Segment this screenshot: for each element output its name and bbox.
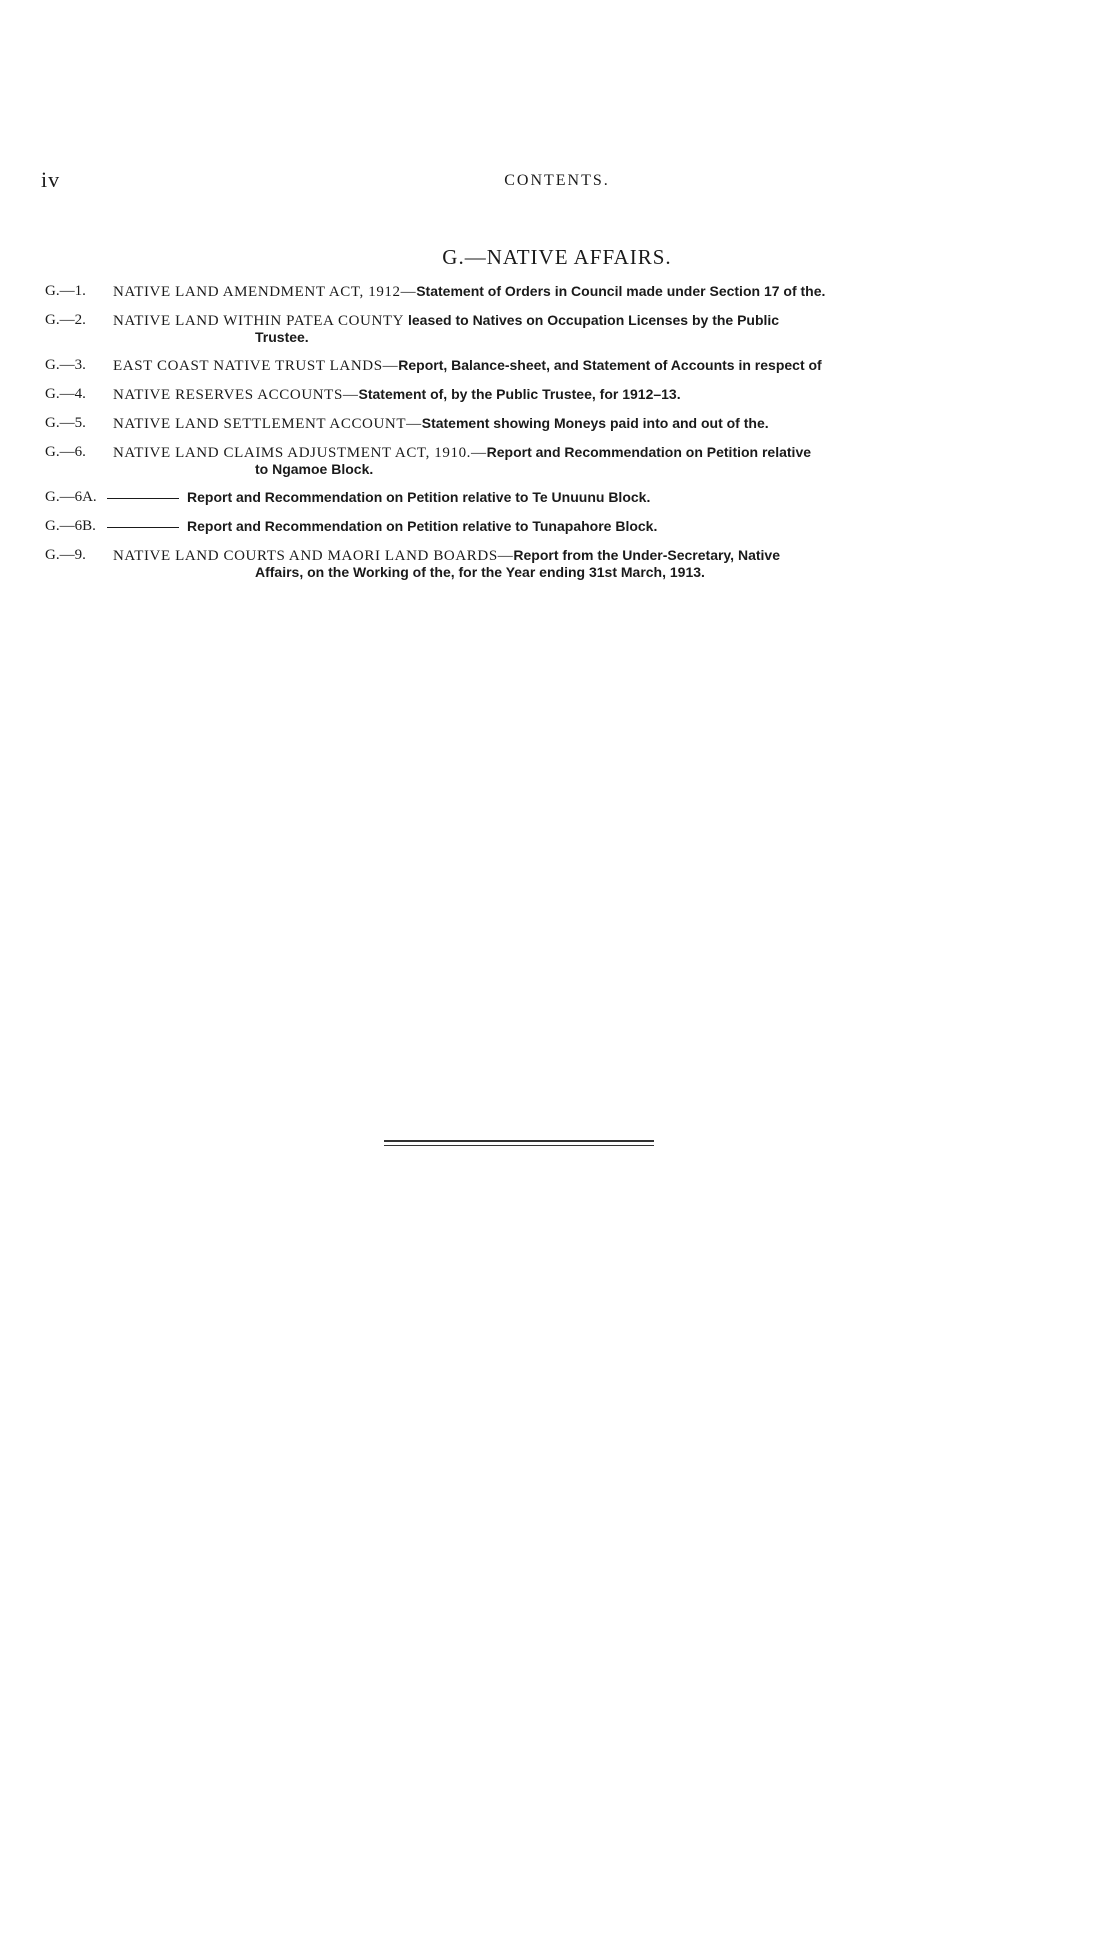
entry-title: EAST COAST NATIVE TRUST LANDS— xyxy=(113,358,399,374)
running-head: CONTENTS. xyxy=(504,172,610,189)
entry-description: Report from the Under-Secretary, Native xyxy=(513,547,780,563)
ditto-dash xyxy=(107,498,179,499)
entry-title: NATIVE LAND SETTLEMENT ACCOUNT— xyxy=(113,416,422,432)
contents-entry xyxy=(45,357,989,374)
contents-entry xyxy=(45,386,989,403)
contents-entry xyxy=(45,312,989,345)
entry-title: NATIVE LAND COURTS AND MAORI LAND BOARDS— xyxy=(113,548,514,564)
entry-description: Report and Recommendation on Petition relative to Tunapahore Block. xyxy=(187,518,658,534)
section-heading: G.—NATIVE AFFAIRS. xyxy=(442,245,672,269)
entry-code: G.—3. xyxy=(45,357,86,373)
page-number: iv xyxy=(41,167,61,192)
entry-title: NATIVE LAND AMENDMENT ACT, 1912— xyxy=(113,284,417,300)
entry-description: Report and Recommendation on Petition relative to Te Unuunu Block. xyxy=(187,489,651,505)
entry-description: Statement showing Moneys paid into and out of the. xyxy=(421,415,769,431)
rule-line xyxy=(384,1140,654,1142)
entry-code: G.—4. xyxy=(45,386,86,402)
entry-description: leased to Natives on Occupation Licenses by the Public xyxy=(404,312,780,328)
contents-entry xyxy=(45,415,989,432)
entry-title: NATIVE LAND WITHIN PATEA COUNTY xyxy=(113,313,405,329)
entry-description: Report, Balance-sheet, and Statement of Accounts in respect of xyxy=(398,357,822,373)
entry-code: G.—6. xyxy=(45,444,86,460)
entry-title: NATIVE LAND CLAIMS ADJUSTMENT ACT, 1910.— xyxy=(113,445,487,461)
ditto-dash xyxy=(107,527,179,528)
rule-line xyxy=(384,1145,654,1146)
entry-code: G.—2. xyxy=(45,312,86,328)
contents-entry xyxy=(45,444,989,477)
contents-entry xyxy=(45,547,989,580)
entry-description: Statement of Orders in Council made under Section 17 of the. xyxy=(416,283,826,299)
entry-continuation: to Ngamoe Block. xyxy=(255,461,374,477)
entry-title: NATIVE RESERVES ACCOUNTS— xyxy=(113,387,359,403)
entry-code: G.—9. xyxy=(45,547,86,563)
contents-entry xyxy=(45,518,989,535)
entry-description: Report and Recommendation on Petition relative xyxy=(486,444,812,460)
section-end-rule xyxy=(384,1140,654,1149)
entry-code: G.—6A. xyxy=(45,489,97,505)
contents-entry xyxy=(45,283,989,300)
entry-continuation: Affairs, on the Working of the, for the Year ending 31st March, 1913. xyxy=(255,564,705,580)
contents-entry xyxy=(45,489,989,506)
entry-description: Statement of, by the Public Trustee, for 1912–13. xyxy=(358,386,681,402)
entry-continuation: Trustee. xyxy=(255,329,309,345)
entry-code: G.—5. xyxy=(45,415,86,431)
entry-code: G.—6B. xyxy=(45,518,96,534)
entry-code: G.—1. xyxy=(45,283,86,299)
contents-list xyxy=(45,283,989,592)
